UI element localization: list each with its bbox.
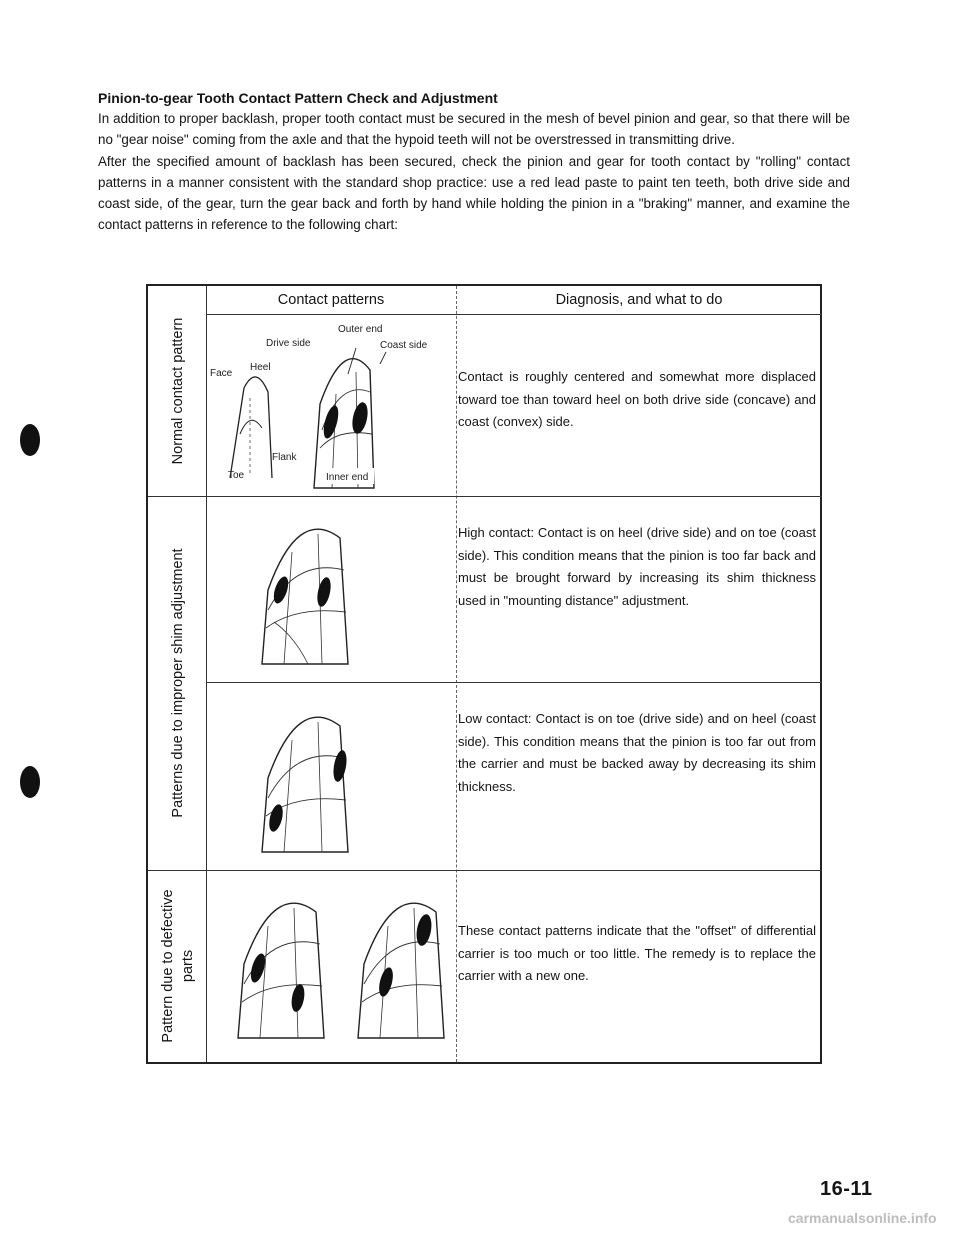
row-label-defective-line2: parts [180, 949, 196, 983]
contact-patch [267, 803, 285, 833]
contact-patch [321, 404, 341, 440]
high-contact-figure [248, 512, 368, 672]
label-inner-end: Inner end [326, 472, 369, 483]
normal-contact-figure [210, 318, 450, 492]
label-flank: Flank [272, 452, 297, 463]
contact-patch [377, 966, 396, 998]
label-drive-side: Drive side [266, 338, 311, 349]
margin-bullet-mark [20, 424, 40, 456]
low-contact-figure [248, 700, 368, 860]
defective-contact-figure-1 [224, 886, 344, 1046]
defective-contact-figure-2 [344, 886, 464, 1046]
diagnosis-low-contact: Low contact: Contact is on toe (drive side) and on heel (coast side). This condition means that the pinion is too far out from the carrier and must be backed away by decreasing its shim thickness. [458, 711, 816, 794]
diagnosis-defective: These contact patterns indicate that the "offset" of differential carrier is too much or too little. The remedy is to replace the carrier with a new one. [458, 923, 816, 983]
row-label-normal: Normal contact pattern [170, 317, 186, 465]
intro-paragraph-2: After the specified amount of backlash has been secured, check the pinion and gear for tooth contact by "rolling" contact patterns in a manner consistent with the standard shop practice: use a red lead paste to paint ten teeth, both drive side and coast side, of the gear, turn the gear back and forth by hand while holding the pinion in a "braking" manner, and examine the contact patterns in reference to the following chart: [98, 153, 850, 233]
table-divider [206, 682, 822, 683]
watermark: carmanualsonline.info [788, 1210, 937, 1226]
margin-bullet-mark [20, 766, 40, 798]
table-divider [206, 286, 207, 1062]
contact-pattern-table [146, 284, 822, 1064]
row-label-improper-shim: Patterns due to improper shim adjustment [170, 548, 186, 818]
row-label-defective-parts [158, 876, 198, 1056]
header-contact-patterns: Contact patterns [277, 292, 385, 308]
intro-paragraph-1: In addition to proper backlash, proper tooth contact must be secured in the mesh of bevel pinion and gear, so that there will be no "gear noise" coming from the axle and that the hypoid teeth will not be overstressed in transmitting drive. [98, 111, 850, 148]
diagnosis-normal: Contact is roughly centered and somewhat more displaced toward toe than toward heel on both drive side (concave) and coast (convex) side. [458, 369, 816, 429]
header-diagnosis: Diagnosis, and what to do [555, 292, 723, 308]
section-heading: Pinion-to-gear Tooth Contact Pattern Check and Adjustment [98, 90, 498, 106]
label-toe: Toe [228, 470, 245, 481]
label-coast-side: Coast side [380, 340, 428, 351]
tooth-outline [238, 903, 324, 1038]
page-number: 16-11 [820, 1178, 873, 1200]
label-outer-end: Outer end [338, 324, 383, 335]
label-face: Face [210, 368, 233, 379]
table-divider [148, 496, 822, 497]
table-divider [148, 870, 822, 871]
tooth-outline [262, 717, 348, 852]
contact-patch [290, 983, 307, 1013]
intro-text [98, 108, 850, 236]
label-heel: Heel [250, 362, 271, 373]
contact-patch [315, 576, 333, 608]
tooth-outline [230, 377, 272, 478]
contact-patch [331, 749, 348, 783]
row-label-defective-line1: Pattern due to defective [160, 889, 176, 1043]
contact-patch [350, 401, 370, 435]
table-divider [206, 314, 822, 315]
diagnosis-high-contact: High contact: Contact is on heel (drive side) and on toe (coast side). This condition means that the pinion is too far back and must be brought forward by increasing its shim thickness used in "mounting distance" adjustment. [458, 525, 816, 608]
